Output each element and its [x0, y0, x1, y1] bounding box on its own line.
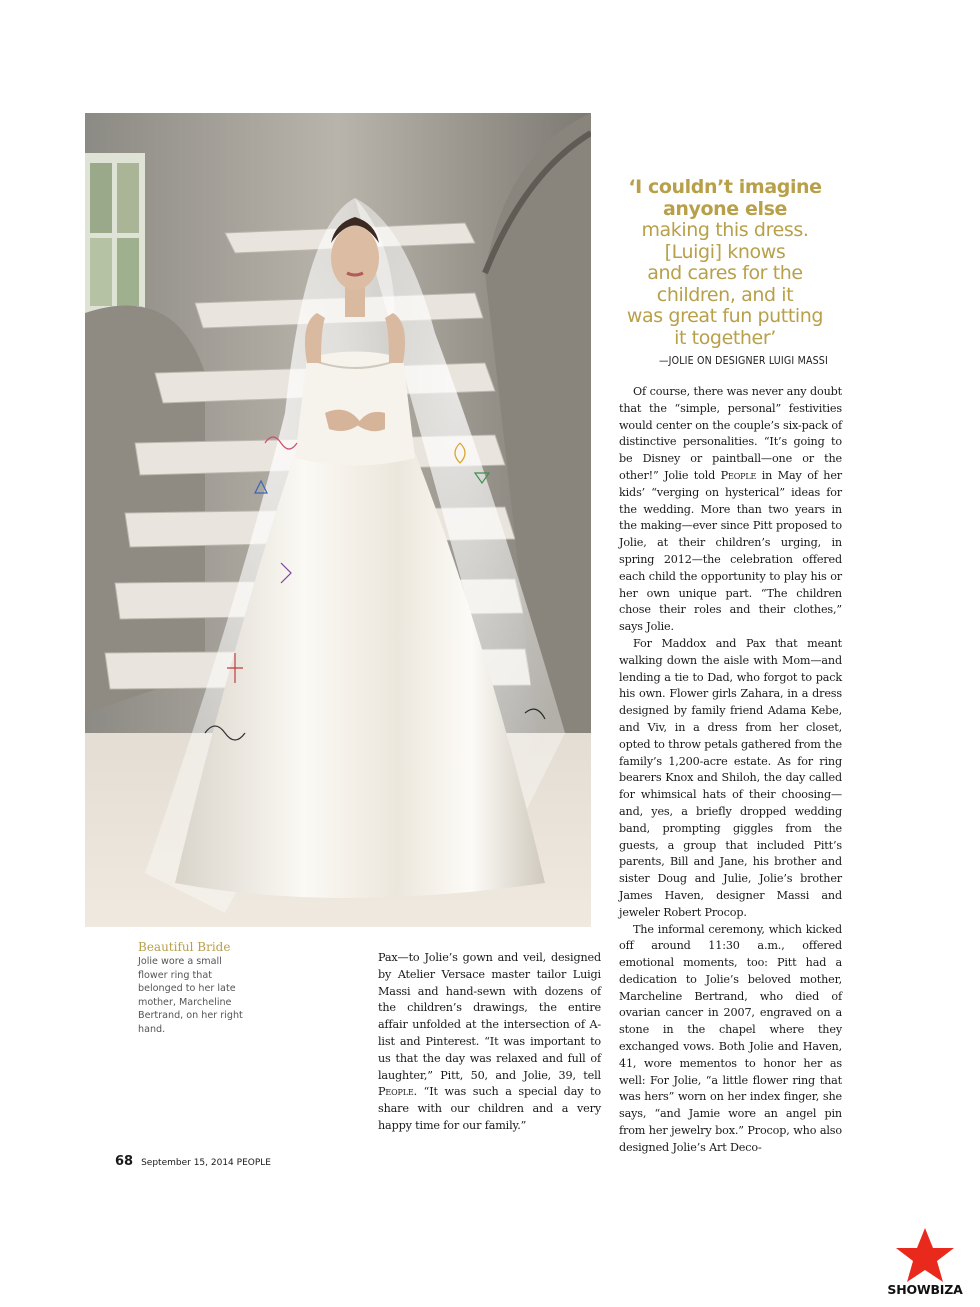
magazine-name: People [720, 468, 757, 482]
pull-quote-line-4: [Luigi] knows [664, 240, 786, 263]
pull-quote-line-3: making this dress. [641, 219, 809, 241]
page-folio [115, 1154, 271, 1169]
pull-quote-line-7: was great fun putting [626, 305, 824, 327]
star-icon [880, 1226, 970, 1286]
caption-text: Jolie wore a small flower ring that belonged to her late mother, Marcheline Bertrand, on her right hand. [138, 956, 243, 1035]
magazine-name: People [378, 1085, 414, 1099]
body-column-middle [378, 950, 601, 1135]
pull-quote [600, 176, 850, 367]
page-number: 68 [115, 1154, 134, 1169]
body-column-right [619, 384, 842, 1157]
pull-quote-line-8: it together’ [674, 326, 776, 349]
pull-quote-line-5: and cares for the [647, 262, 803, 284]
pull-quote-lead-line-1: ‘I couldn’t imagine [628, 176, 822, 198]
body-paragraph: The informal ceremony, which kicked off around 11:30 a.m., offered emotional moments, too: Pitt had a dedication to Jolie’s beloved mother, Marcheline Bertrand, who died of ovarian cancer in 2007, engraved on a stone in the chapel where they exchanged vows. Both Jolie and Haven, 41, wore mementos to honor her as well: For Jolie, “a little flower ring that was hers” worn on her index finger, she says, “and Jamie wore an angel pin from her jewelry box.” Procop, who also designed Jolie’s Art Deco- [619, 922, 842, 1154]
issue-line: September 15, 2014 PEOPLE [141, 1158, 271, 1168]
watermark-text: SHOWBIZA [887, 1282, 963, 1297]
body-paragraph: For Maddox and Pax that meant walking down the aisle with Mom—and lending a tie to Dad, who forgot to pack his own. Flower girls Zahara, in a dress designed by family friend Adama Kebe, and Viv, in a dress from her closet, opted to throw petals gathered from the family’s 1,200-acre estate. As for ring bearers Knox and Shiloh, the day called for whimsical hats of their choosing—and, yes, a briefly dropped wedding band, prompting giggles from the guests, a group that included Pitt’s parents, Bill and Jane, his brother and sister Doug and Julie, Jolie’s brother James Haven, designer Massi and jeweler Robert Procop. [619, 636, 842, 919]
pull-quote-lead-line-2: anyone else [662, 198, 787, 220]
caption-title: Beautiful Bride [138, 940, 231, 954]
bride-photo [85, 113, 591, 927]
body-paragraph: Pax—to Jolie’s gown and veil, designed by Atelier Versace master tailor Luigi Massi and hand-sewn with dozens of the children’s drawings, the entire affair unfolded at the intersection of A-list and Pinterest. “It was important to us that the day was relaxed and full of laughter,” Pitt, 50, and Jolie, 39, tell People. “It was such a special day to share with our children and a very happy time for our family.” [378, 951, 601, 1132]
pull-quote-attribution: —JOLIE ON DESIGNER LUIGI MASSI [658, 355, 828, 367]
pull-quote-line-6: children, and it [656, 283, 794, 306]
body-paragraph: Of course, there was never any doubt that the “simple, personal” festivities would center on the couple’s six-pack of distinctive personalities. “It’s going to be Disney or paintball—one or the other!” Jolie told People in May of her kids’ “verging on hysterical” ideas for the wedding. More than two years in the making—ever since Pitt proposed to Jolie, at their children’s urging, in spring 2012—the celebration offered each child the opportunity to play his or her own unique part. “The children chose their roles and their clothes,” says Jolie. [619, 385, 842, 634]
photo-caption [138, 940, 253, 1037]
bride-photo-illustration [85, 113, 591, 927]
